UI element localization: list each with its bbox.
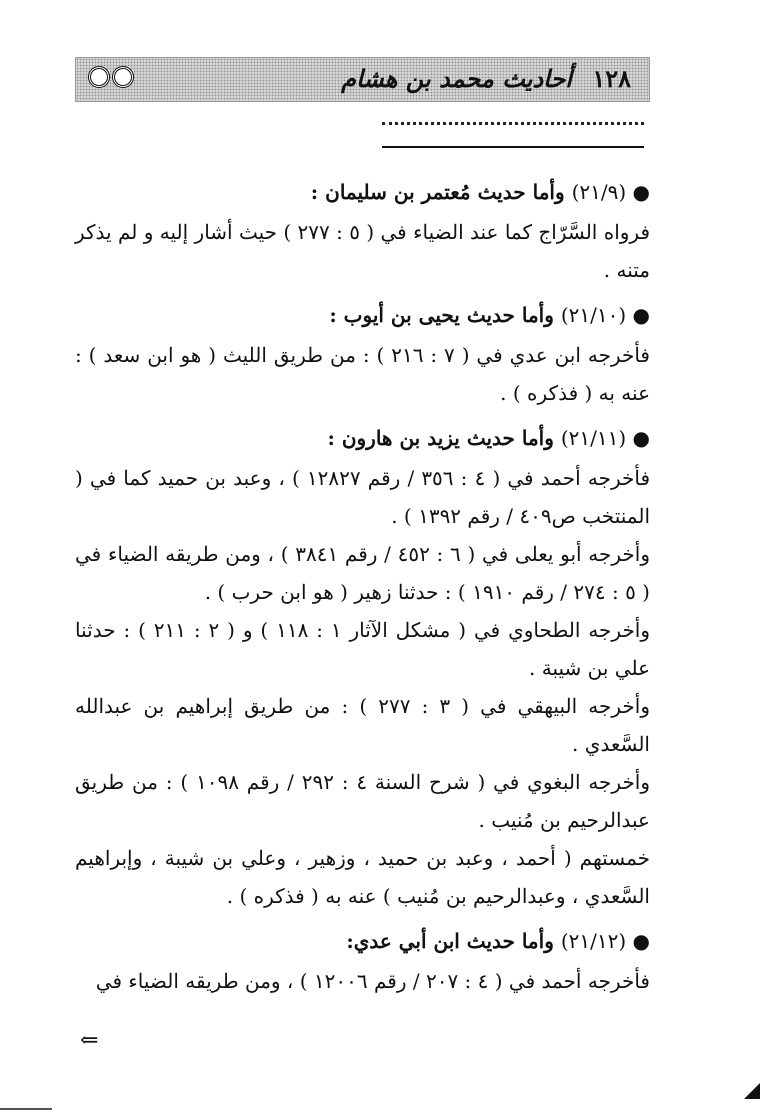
paragraph: وأخرجه البغوي في ( شرح السنة ٤ : ٢٩٢ / رقم ١٠٩٨ ) : من طريق عبدالرحيم بن مُنيب . [75, 770, 651, 832]
heading-text: وأما حديث مُعتمر بن سليمان : [310, 180, 565, 204]
paragraph: وأخرجه الطحاوي في ( مشكل الآثار ١ : ١١٨ ) و ( ٢ : ٢١١ ) : حدثنا علي بن شيبة . [75, 618, 651, 680]
heading-number: ● (٢١/٩) [571, 180, 650, 204]
page-body [75, 166, 650, 1046]
heading-text: وأما حديث يحيى بن أيوب : [329, 303, 554, 327]
heading-text: وأما حديث ابن أبي عدي: [346, 929, 554, 953]
bottom-edge-line [0, 1108, 52, 1110]
heading-text: وأما حديث يزيد بن هارون : [327, 426, 554, 450]
page-corner-mark [744, 1083, 760, 1099]
paragraph: فأخرجه أحمد في ( ٤ : ٣٥٦ / رقم ١٢٨٢٧ ) ، وعبد بن حميد كما في ( المنتخب ص٤٠٩ / رقم ١٣٩٢ ) . [75, 466, 651, 528]
paragraph: فأخرجه ابن عدي في ( ٧ : ٢١٦ ) : من طريق الليث ( هو ابن سعد ) : عنه به ( فذكره ) . [75, 343, 650, 405]
section-heading [75, 173, 650, 211]
paragraph: وأخرجه البيهقي في ( ٣ : ٢٧٧ ) : من طريق إبراهيم بن عبدالله السَّعدي . [75, 694, 651, 756]
heading-number: ● (٢١/١٢) [560, 929, 650, 953]
page-number: ١٢٨ [592, 64, 631, 93]
page-header [75, 57, 650, 102]
paragraph: فرواه السَّرّاج كما عند الضياء في ( ٥ : ٢٧٧ ) حيث أشار إليه و لم يذكر متنه . [75, 220, 651, 282]
heading-number: ● (٢١/١٠) [560, 303, 650, 327]
paragraph: فأخرجه أحمد في ( ٤ : ٢٠٧ / رقم ١٢٠٠٦ ) ، ومن طريقه الضياء في [95, 969, 650, 993]
paragraph: خمستهم ( أحمد ، وعبد بن حميد ، وزهير ، وعلي بن شيبة ، وإبراهيم السَّعدي ، وعبدالرحيم بن مُنيب ) عنه به ( فذكره ) . [75, 846, 650, 908]
section-heading [75, 419, 650, 457]
header-text [341, 64, 631, 93]
double-circle-ornament-icon [88, 66, 134, 88]
heading-number: ● (٢١/١١) [560, 426, 650, 450]
section-heading [75, 922, 650, 960]
running-title: أحاديث محمد بن هشام [341, 64, 572, 93]
dotted-divider [382, 118, 644, 125]
section-heading [75, 296, 650, 334]
footnote-rule [382, 146, 644, 148]
paragraph: وأخرجه أبو يعلى في ( ٦ : ٤٥٢ / رقم ٣٨٤١ ) ، ومن طريقه الضياء في ( ٥ : ٢٧٤ / رقم ١٩١٠ ) : حدثنا زهير ( هو ابن حرب ) . [75, 542, 651, 604]
continuation-arrow-icon: ⇐ [80, 1028, 99, 1053]
